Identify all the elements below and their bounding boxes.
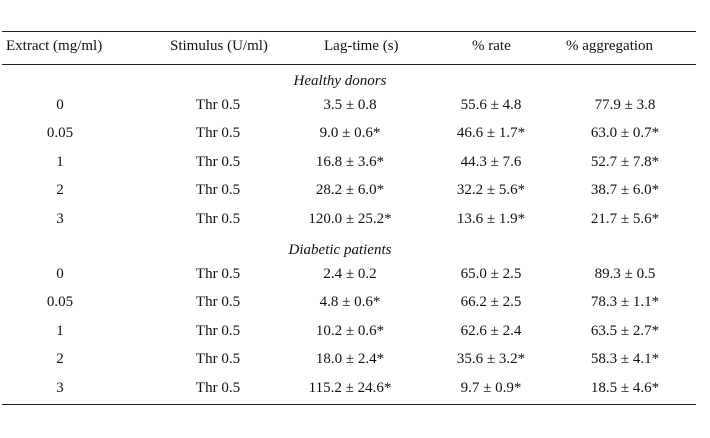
cell-stimulus: Thr 0.5 (195, 125, 241, 141)
cell-lag-time: 4.8 ± 0.6* (319, 294, 381, 310)
cell-stimulus: Thr 0.5 (195, 154, 241, 170)
cell-extract: 1 (56, 323, 64, 339)
cell-extract: 0.05 (46, 294, 74, 310)
cell-rate: 9.7 ± 0.9* (460, 380, 522, 396)
cell-lag-time: 16.8 ± 3.6* (315, 154, 385, 170)
cell-rate: 13.6 ± 1.9* (456, 211, 526, 227)
table-header-rule (2, 64, 696, 65)
cell-extract: 0 (56, 266, 64, 282)
cell-stimulus: Thr 0.5 (195, 351, 241, 367)
table-top-rule (2, 31, 696, 32)
cell-aggregation: 63.5 ± 2.7* (590, 323, 660, 339)
cell-extract: 1 (56, 154, 64, 170)
cell-stimulus: Thr 0.5 (195, 323, 241, 339)
cell-aggregation: 52.7 ± 7.8* (590, 154, 660, 170)
cell-rate: 44.3 ± 7.6 (460, 154, 522, 170)
cell-stimulus: Thr 0.5 (195, 97, 241, 113)
cell-aggregation: 63.0 ± 0.7* (590, 125, 660, 141)
cell-rate: 66.2 ± 2.5 (460, 294, 522, 310)
header-rate: % rate (472, 38, 511, 54)
cell-stimulus: Thr 0.5 (195, 182, 241, 198)
cell-aggregation: 58.3 ± 4.1* (590, 351, 660, 367)
header-aggregation: % aggregation (566, 38, 654, 54)
header-extract: Extract (mg/ml) (6, 38, 103, 54)
cell-rate: 65.0 ± 2.5 (460, 266, 522, 282)
header-lag-time: Lag-time (s) (324, 38, 399, 54)
group-title: Diabetic patients (288, 242, 392, 258)
cell-rate: 32.2 ± 5.6* (456, 182, 526, 198)
cell-lag-time: 3.5 ± 0.8 (323, 97, 377, 113)
cell-aggregation: 21.7 ± 5.6* (590, 211, 660, 227)
group-title: Healthy donors (293, 73, 387, 89)
cell-aggregation: 18.5 ± 4.6* (590, 380, 660, 396)
cell-stimulus: Thr 0.5 (195, 294, 241, 310)
cell-extract: 3 (56, 211, 64, 227)
cell-lag-time: 2.4 ± 0.2 (323, 266, 377, 282)
cell-lag-time: 115.2 ± 24.6* (308, 380, 392, 396)
cell-aggregation: 78.3 ± 1.1* (590, 294, 660, 310)
cell-rate: 62.6 ± 2.4 (460, 323, 522, 339)
cell-stimulus: Thr 0.5 (195, 211, 241, 227)
cell-lag-time: 10.2 ± 0.6* (315, 323, 385, 339)
cell-lag-time: 120.0 ± 25.2* (308, 211, 392, 227)
cell-extract: 0.05 (46, 125, 74, 141)
cell-extract: 3 (56, 380, 64, 396)
cell-stimulus: Thr 0.5 (195, 266, 241, 282)
cell-rate: 35.6 ± 3.2* (456, 351, 526, 367)
cell-aggregation: 38.7 ± 6.0* (590, 182, 660, 198)
header-stimulus: Stimulus (U/ml) (170, 38, 268, 54)
cell-extract: 2 (56, 351, 64, 367)
cell-rate: 55.6 ± 4.8 (460, 97, 522, 113)
cell-lag-time: 18.0 ± 2.4* (315, 351, 385, 367)
cell-lag-time: 9.0 ± 0.6* (319, 125, 381, 141)
table-bottom-rule (2, 404, 696, 405)
cell-extract: 2 (56, 182, 64, 198)
cell-stimulus: Thr 0.5 (195, 380, 241, 396)
cell-aggregation: 89.3 ± 0.5 (594, 266, 656, 282)
cell-aggregation: 77.9 ± 3.8 (594, 97, 656, 113)
cell-rate: 46.6 ± 1.7* (456, 125, 526, 141)
cell-extract: 0 (56, 97, 64, 113)
cell-lag-time: 28.2 ± 6.0* (315, 182, 385, 198)
